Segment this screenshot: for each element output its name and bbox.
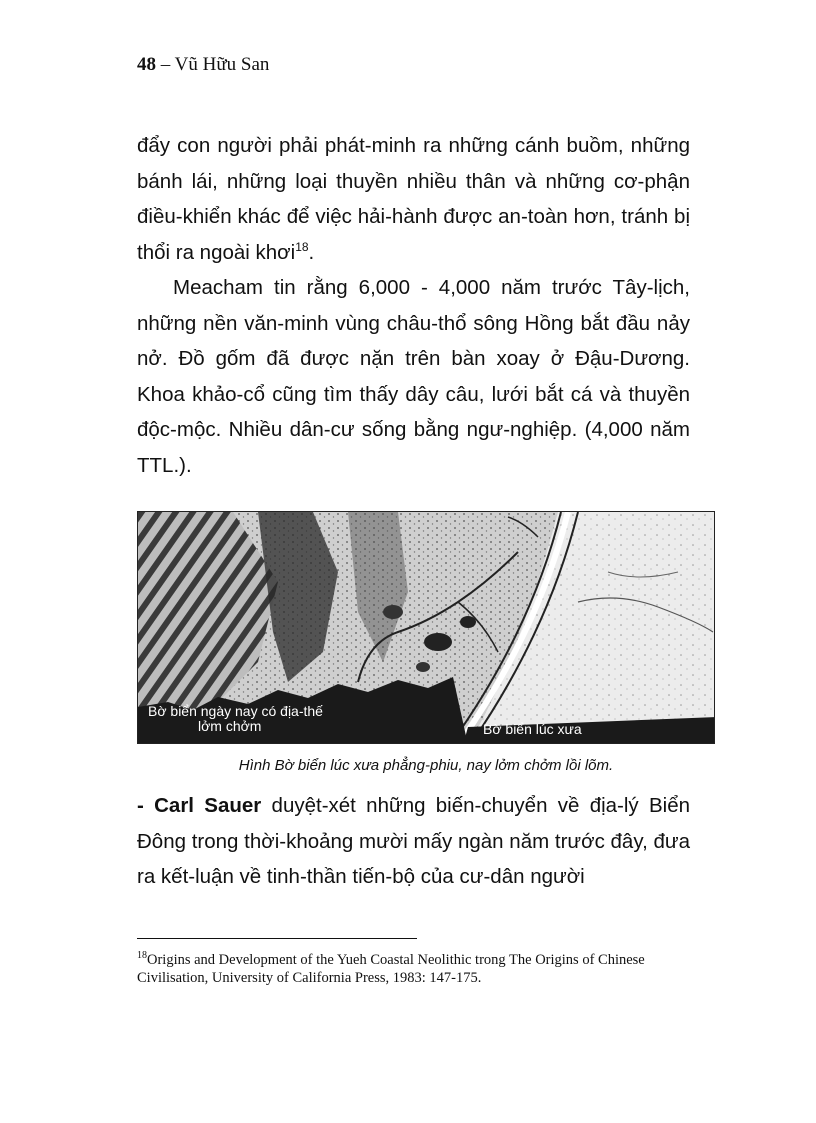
footnote	[137, 951, 697, 987]
figure-label-present-coast	[148, 704, 458, 734]
figure-label-present-coast-line2: lởm chởm	[198, 718, 262, 734]
paragraph-1-text: đẩy con người phải phát-minh ra những cánh buồm, những bánh lái, những loại thuyền nhiều thân và những cơ-phận điều-khiển khác để việc hải-hành được an-toàn hơn, tránh bị thổi ra ngoài khơi	[137, 134, 690, 264]
paragraph-3-lead: - Carl Sauer	[137, 794, 262, 817]
footnote-text: Origins and Development of the Yueh Coastal Neolithic trong The Origins of Chinese Civilisation, University of California Press, 1983: 147-175.	[137, 952, 645, 986]
author-name: Vũ Hữu San	[174, 54, 270, 75]
footnote-divider	[137, 938, 417, 939]
header-separator: –	[156, 54, 175, 75]
figure-caption: Hình Bờ biển lúc xưa phẳng-phiu, nay lởm chởm lồi lõm.	[238, 757, 614, 774]
figure-label-old-coast: Bờ biển lúc xưa	[483, 721, 582, 737]
figure-label-present-coast-line1: Bờ biển ngày nay có địa-thế	[148, 703, 323, 719]
footnote-number: 18	[137, 950, 147, 962]
paragraph-2-text: Meacham tin rằng 6,000 - 4,000 năm trước Tây-lịch, những nền văn-minh vùng châu-thổ sông Hồng bắt đầu nảy nở. Đồ gốm đã được nặn trên bàn xoay ở Đậu-Dương. Khoa khảo-cổ cũng tìm thấy dây câu, lưới bắt cá và thuyền độc-mộc. Nhiều dân-cư sống bằng ngư-nghiệp. (4,000 năm TTL.).	[137, 276, 690, 477]
page-number: 48	[137, 54, 156, 75]
paragraph-2	[137, 270, 690, 483]
paragraph-1	[137, 128, 690, 270]
coastline-map-figure	[137, 511, 715, 744]
page-header	[137, 54, 269, 76]
paragraph-1-end: .	[308, 240, 315, 264]
footnote-reference[interactable]: 18	[295, 239, 309, 254]
paragraph-3	[137, 788, 690, 895]
paragraph-3-text: duyệt-xét những biến-chuyển về địa-lý Biển Đông trong thời-khoảng mười mấy ngàn năm trước đây, đưa ra kết-luận về tinh-thần tiến-bộ của cư-dân người	[137, 794, 690, 888]
